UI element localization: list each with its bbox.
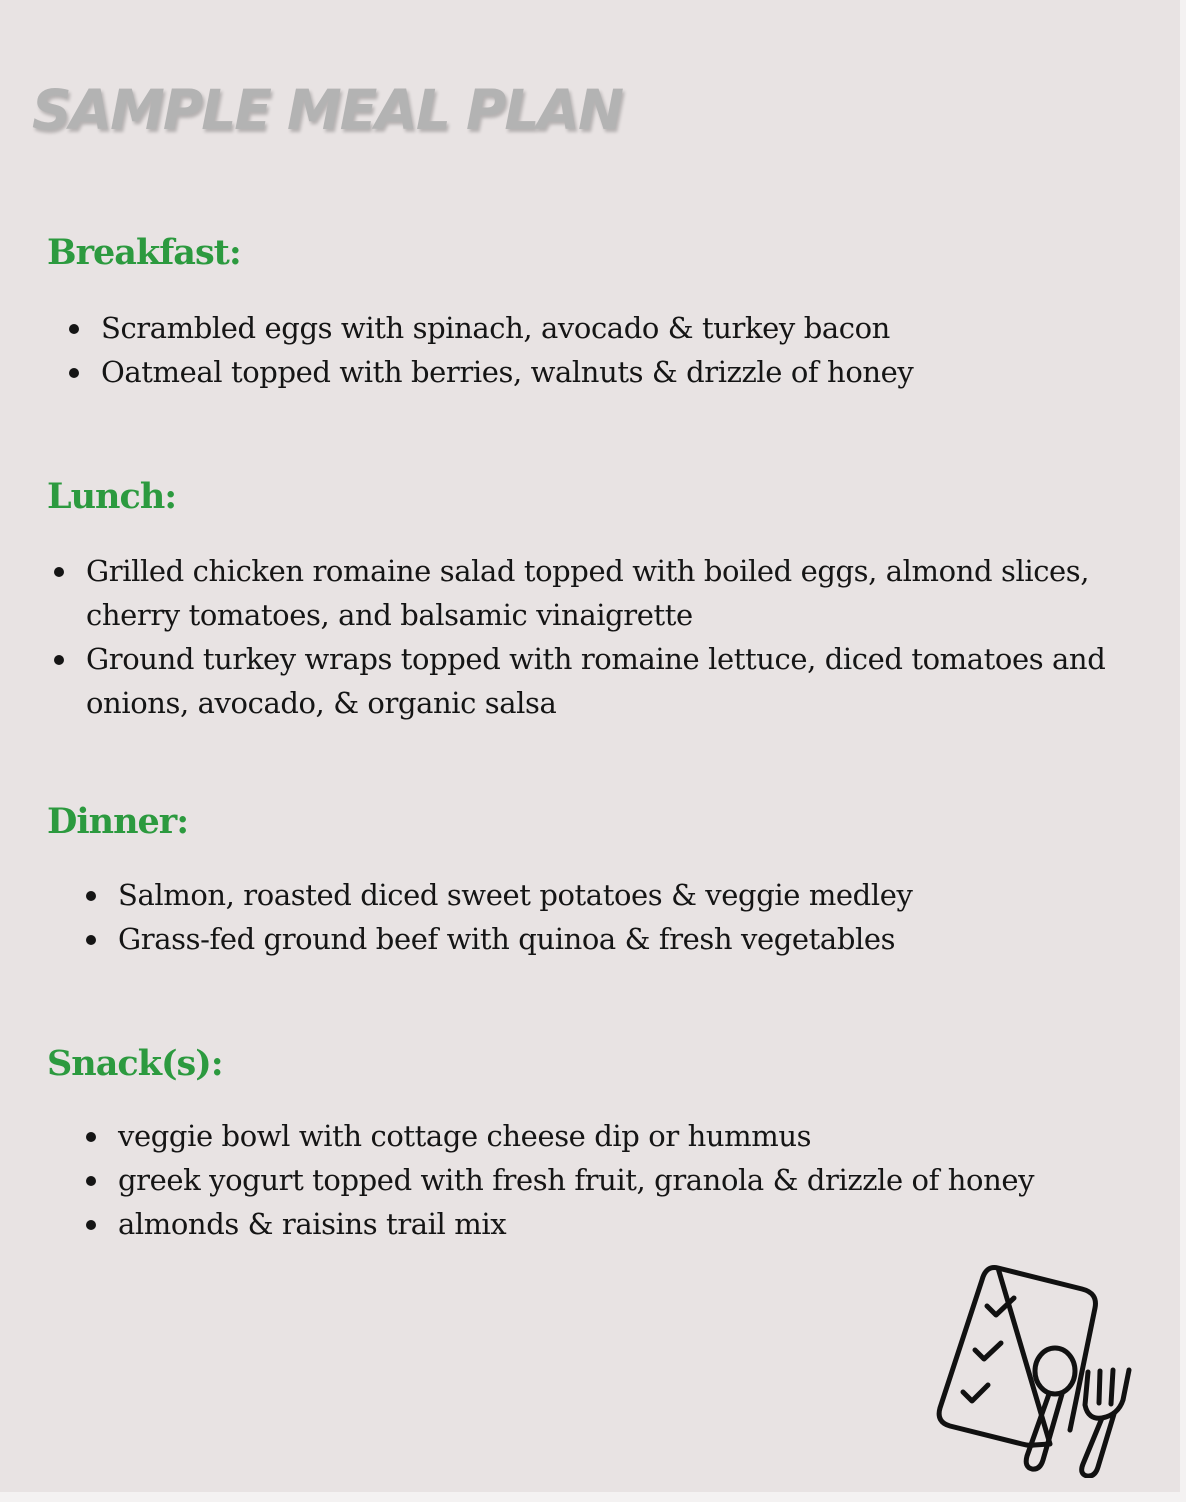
list-item: greek yogurt topped with fresh fruit, granola & drizzle of honey bbox=[86, 1158, 1156, 1202]
checklist-spoon-fork-icon bbox=[930, 1258, 1140, 1478]
list-item: Grass-fed ground beef with quinoa & fresh vegetables bbox=[86, 917, 1146, 961]
dinner-list bbox=[86, 873, 1146, 961]
list-item: Ground turkey wraps topped with romaine lettuce, diced tomatoes and onions, avocado, & organic salsa bbox=[54, 637, 1139, 725]
list-item: Grilled chicken romaine salad topped with boiled eggs, almond slices, cherry tomatoes, and balsamic vinaigrette bbox=[54, 549, 1139, 637]
page-right-edge bbox=[1180, 0, 1186, 1502]
page-bottom-edge bbox=[0, 1492, 1186, 1502]
section-heading-breakfast: Breakfast: bbox=[47, 232, 241, 273]
list-item: Salmon, roasted diced sweet potatoes & veggie medley bbox=[86, 873, 1146, 917]
breakfast-list bbox=[69, 306, 1129, 394]
lunch-list bbox=[54, 549, 1139, 725]
snacks-list bbox=[86, 1114, 1156, 1246]
page-title: SAMPLE MEAL PLAN bbox=[32, 78, 622, 142]
list-item: Scrambled eggs with spinach, avocado & turkey bacon bbox=[69, 306, 1129, 350]
section-heading-snacks: Snack(s): bbox=[47, 1043, 223, 1084]
list-item: Oatmeal topped with berries, walnuts & drizzle of honey bbox=[69, 350, 1129, 394]
section-heading-lunch: Lunch: bbox=[47, 476, 177, 517]
list-item: veggie bowl with cottage cheese dip or hummus bbox=[86, 1114, 1156, 1158]
list-item: almonds & raisins trail mix bbox=[86, 1202, 1156, 1246]
section-heading-dinner: Dinner: bbox=[47, 801, 189, 842]
